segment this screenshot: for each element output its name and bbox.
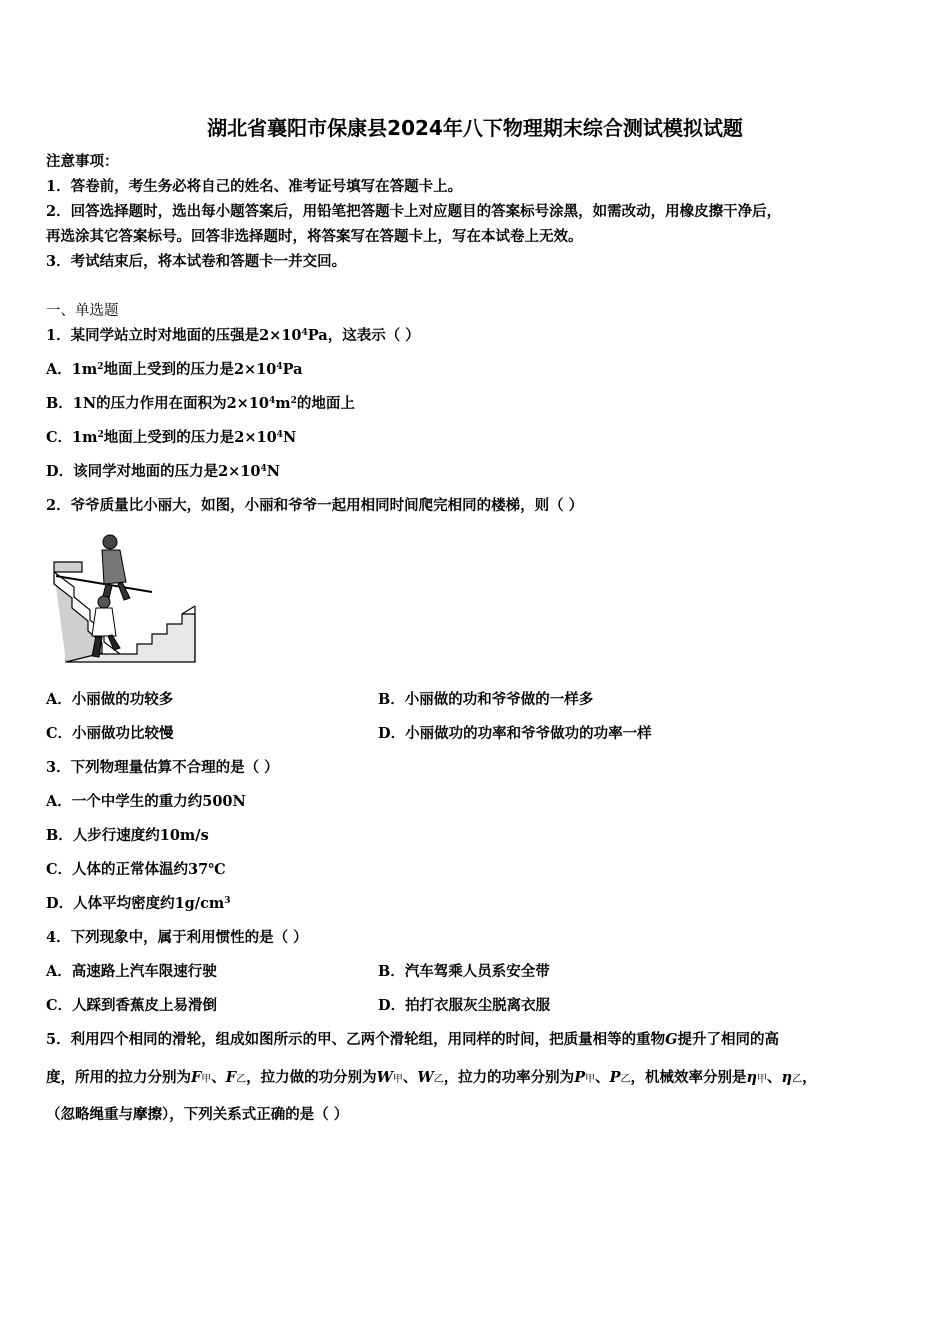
question-3-option-d: D．人体平均密度约$1g/cm^3$ (46, 895, 231, 912)
question-2-stem: 2．爷爷质量比小丽大，如图，小丽和爷爷一起用相同时间爬完相同的楼梯，则（ ） (46, 497, 584, 514)
question-4-stem: 4．下列现象中，属于利用惯性的是（ ） (46, 929, 308, 946)
question-4-option-a: A．高速路上汽车限速行驶 (46, 963, 217, 980)
question-3-option-c: C．人体的正常体温约37℃ (46, 861, 226, 878)
question-1-option-b: B．1N的压力作用在面积为$2\times 10^4m^2$的地面上 (46, 395, 355, 412)
question-2-option-b: B．小丽做的功和爷爷做的一样多 (378, 691, 594, 708)
notice-item: 1．答卷前，考生务必将自己的姓名、准考证号填写在答题卡上。 (46, 178, 463, 195)
notice-item: 2．回答选择题时，选出每小题答案后，用铅笔把答题卡上对应题目的答案标号涂黑，如需改动，用橡皮擦干净后， (46, 203, 782, 220)
page-title: 湖北省襄阳市保康县2024年八下物理期末综合测试模拟试题 (207, 116, 743, 140)
question-5-line-3: （忽略绳重与摩擦），下列关系式正确的是（ ） (46, 1106, 349, 1123)
question-3-option-b: B．人步行速度约10m/s (46, 827, 209, 844)
notice-heading: 注意事项： (46, 153, 119, 170)
question-3-stem: 3．下列物理量估算不合理的是（ ） (46, 759, 279, 776)
question-1-option-d: D．该同学对地面的压力是$2\times 10^4N$ (46, 463, 281, 480)
question-1-stem: 1．某同学站立时对地面的压强是$2\times 10^4Pa$，这表示（ ） (46, 327, 420, 344)
question-3-option-a: A．一个中学生的重力约500N (46, 793, 246, 810)
question-1-option-c: C．$1m^2$地面上受到的压力是$2\times 10^4N$ (46, 429, 297, 446)
question-5-line-1: 5．利用四个相同的滑轮，组成如图所示的甲、乙两个滑轮组，用同样的时间，把质量相等的重物G提升了相同的高 (46, 1031, 779, 1048)
notice-item: 再选涂其它答案标号。回答非选择题时，将答案写在答题卡上，写在本试卷上无效。 (46, 228, 583, 245)
notice-item: 3．考试结束后，将本试卷和答题卡一并交回。 (46, 253, 347, 270)
question-2-option-d: D．小丽做功的功率和爷爷做功的功率一样 (378, 725, 652, 742)
stairs-climbing-figure (52, 532, 198, 668)
question-4-option-b: B．汽车驾乘人员系安全带 (378, 963, 550, 980)
question-2-option-a: A．小丽做的功较多 (46, 691, 174, 708)
question-4-option-c: C．人踩到香蕉皮上易滑倒 (46, 997, 218, 1014)
question-4-option-d: D．拍打衣服灰尘脱离衣服 (378, 997, 551, 1014)
question-5-line-2: 度，所用的拉力分别为F甲、F乙，拉力做的功分别为W甲、W乙，拉力的功率分别为P甲、P乙，机械效率分别是η甲、η乙， (46, 1069, 817, 1086)
question-1-option-a: A．$1m^2$地面上受到的压力是$2\times 10^4Pa$ (46, 361, 303, 378)
section-heading: 一、单选题 (46, 303, 119, 319)
question-2-option-c: C．小丽做功比较慢 (46, 725, 174, 742)
